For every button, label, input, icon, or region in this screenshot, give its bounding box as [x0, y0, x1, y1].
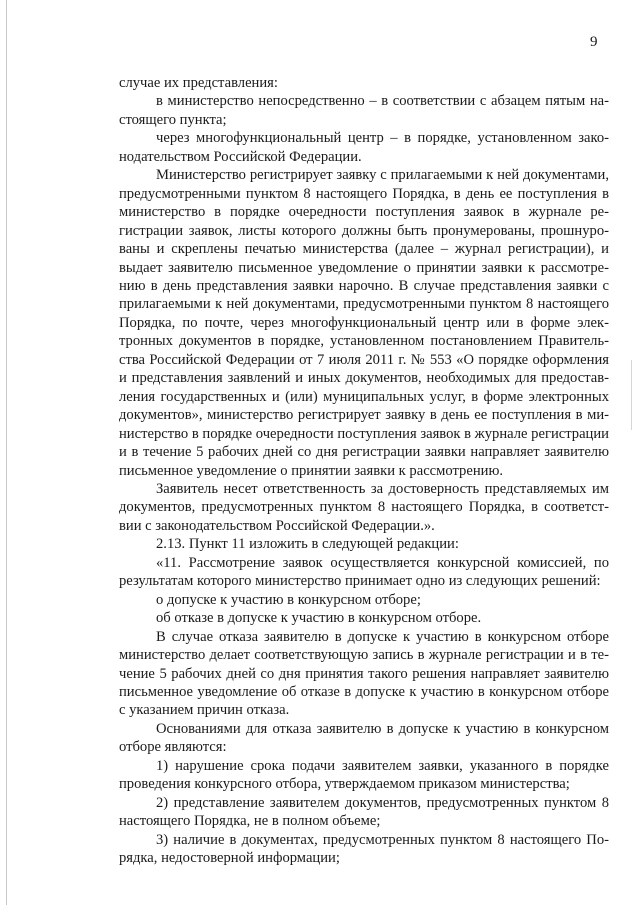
- paragraph-13: 2) представление заявителем документов, предусмотренных пунктом 8 настоящего Порядка, не в полном объеме;: [119, 794, 609, 830]
- paragraph-6: 2.13. Пункт 11 изложить в следующей редакции:: [156, 536, 459, 553]
- paragraph-3: через многофункциональный центр – в порядке, установленном законодательством Российской Федерации.: [119, 130, 609, 165]
- scan-edge-left: [6, 0, 7, 905]
- scan-edge-right: [631, 360, 632, 430]
- paragraph-1: случае их представления:: [119, 75, 278, 91]
- paragraph-9: об отказе в допуске к участию в конкурсном отборе.: [156, 610, 482, 627]
- paragraph-10: В случае отказа заявителю в допуске к участию в конкурсном отборе министерство делает соответствующую запись в журнале регистрации и в течение 5 рабочих дней со дня принятия такого решения направляет заявителю письменное уведомление об отказе в допуске к участию в конкурсном отборе с указанием причин отказа.: [119, 628, 609, 719]
- paragraph-7: «11. Рассмотрение заявок осуществляется конкурсной комиссией, по результатам которого министерство принимает одно из следующих решений:: [119, 554, 609, 590]
- paragraph-8: о допуске к участию в конкурсном отборе;: [156, 591, 421, 608]
- paragraph-11: Основаниями для отказа заявителю в допуске к участию в конкурсном отборе являются:: [119, 720, 609, 756]
- paragraph-4: Министерство регистрирует заявку с прилагаемыми к ней документами, предусмотренными пунктом 8 настоящего Порядка, в день ее поступления в министерство в порядке очередности поступления заявок в журнале регистрации заявок, листы которого должны быть пронумерованы, прошнурованы и скреплены печатью министерства (далее – журнал регистрации), и выдает заявителю письменное уведомление о принятии заявки к рассмотрению в день представления заявки нарочно. В случае представления заявки с прилагаемыми к ней документами, предусмотренными пунктом 8 настоящего Порядка, по почте, через многофункциональный центр или в форме электронных документов в порядке, установленном постановлением Правительства Российской Федерации от 7 июля 2011 г. № 553 «О порядке оформления и представления заявлений и иных документов, необходимых для предоставления государственных и (или) муниципальных услуг, в форме электронных документов», министерство регистрирует заявку в день ее поступления в министерство в порядке очередности поступления заявок в журнале регистрации и в течение 5 рабочих дней со дня регистрации заявки направляет заявителю письменное уведомление о принятии заявки к рассмотрению.: [119, 167, 609, 479]
- paragraph-5: Заявитель несет ответственность за достоверность представляемых им документов, предусмотренных пунктом 8 настоящего Порядка, в соответствии с законодательством Российской Федерации.».: [119, 480, 609, 534]
- paragraph-12: 1) нарушение срока подачи заявителем заявки, указанного в порядке проведения конкурсного отбора, утверждаемом приказом министерства;: [119, 757, 609, 793]
- page-number: 9: [590, 34, 598, 50]
- paragraph-2: в министерство непосредственно – в соответствии с абзацем пятым настоящего пункта;: [119, 93, 609, 128]
- paragraph-14: 3) наличие в документах, предусмотренных пунктом 8 настоящего Порядка, недостоверной информации;: [119, 831, 609, 867]
- document-body: [119, 74, 609, 867]
